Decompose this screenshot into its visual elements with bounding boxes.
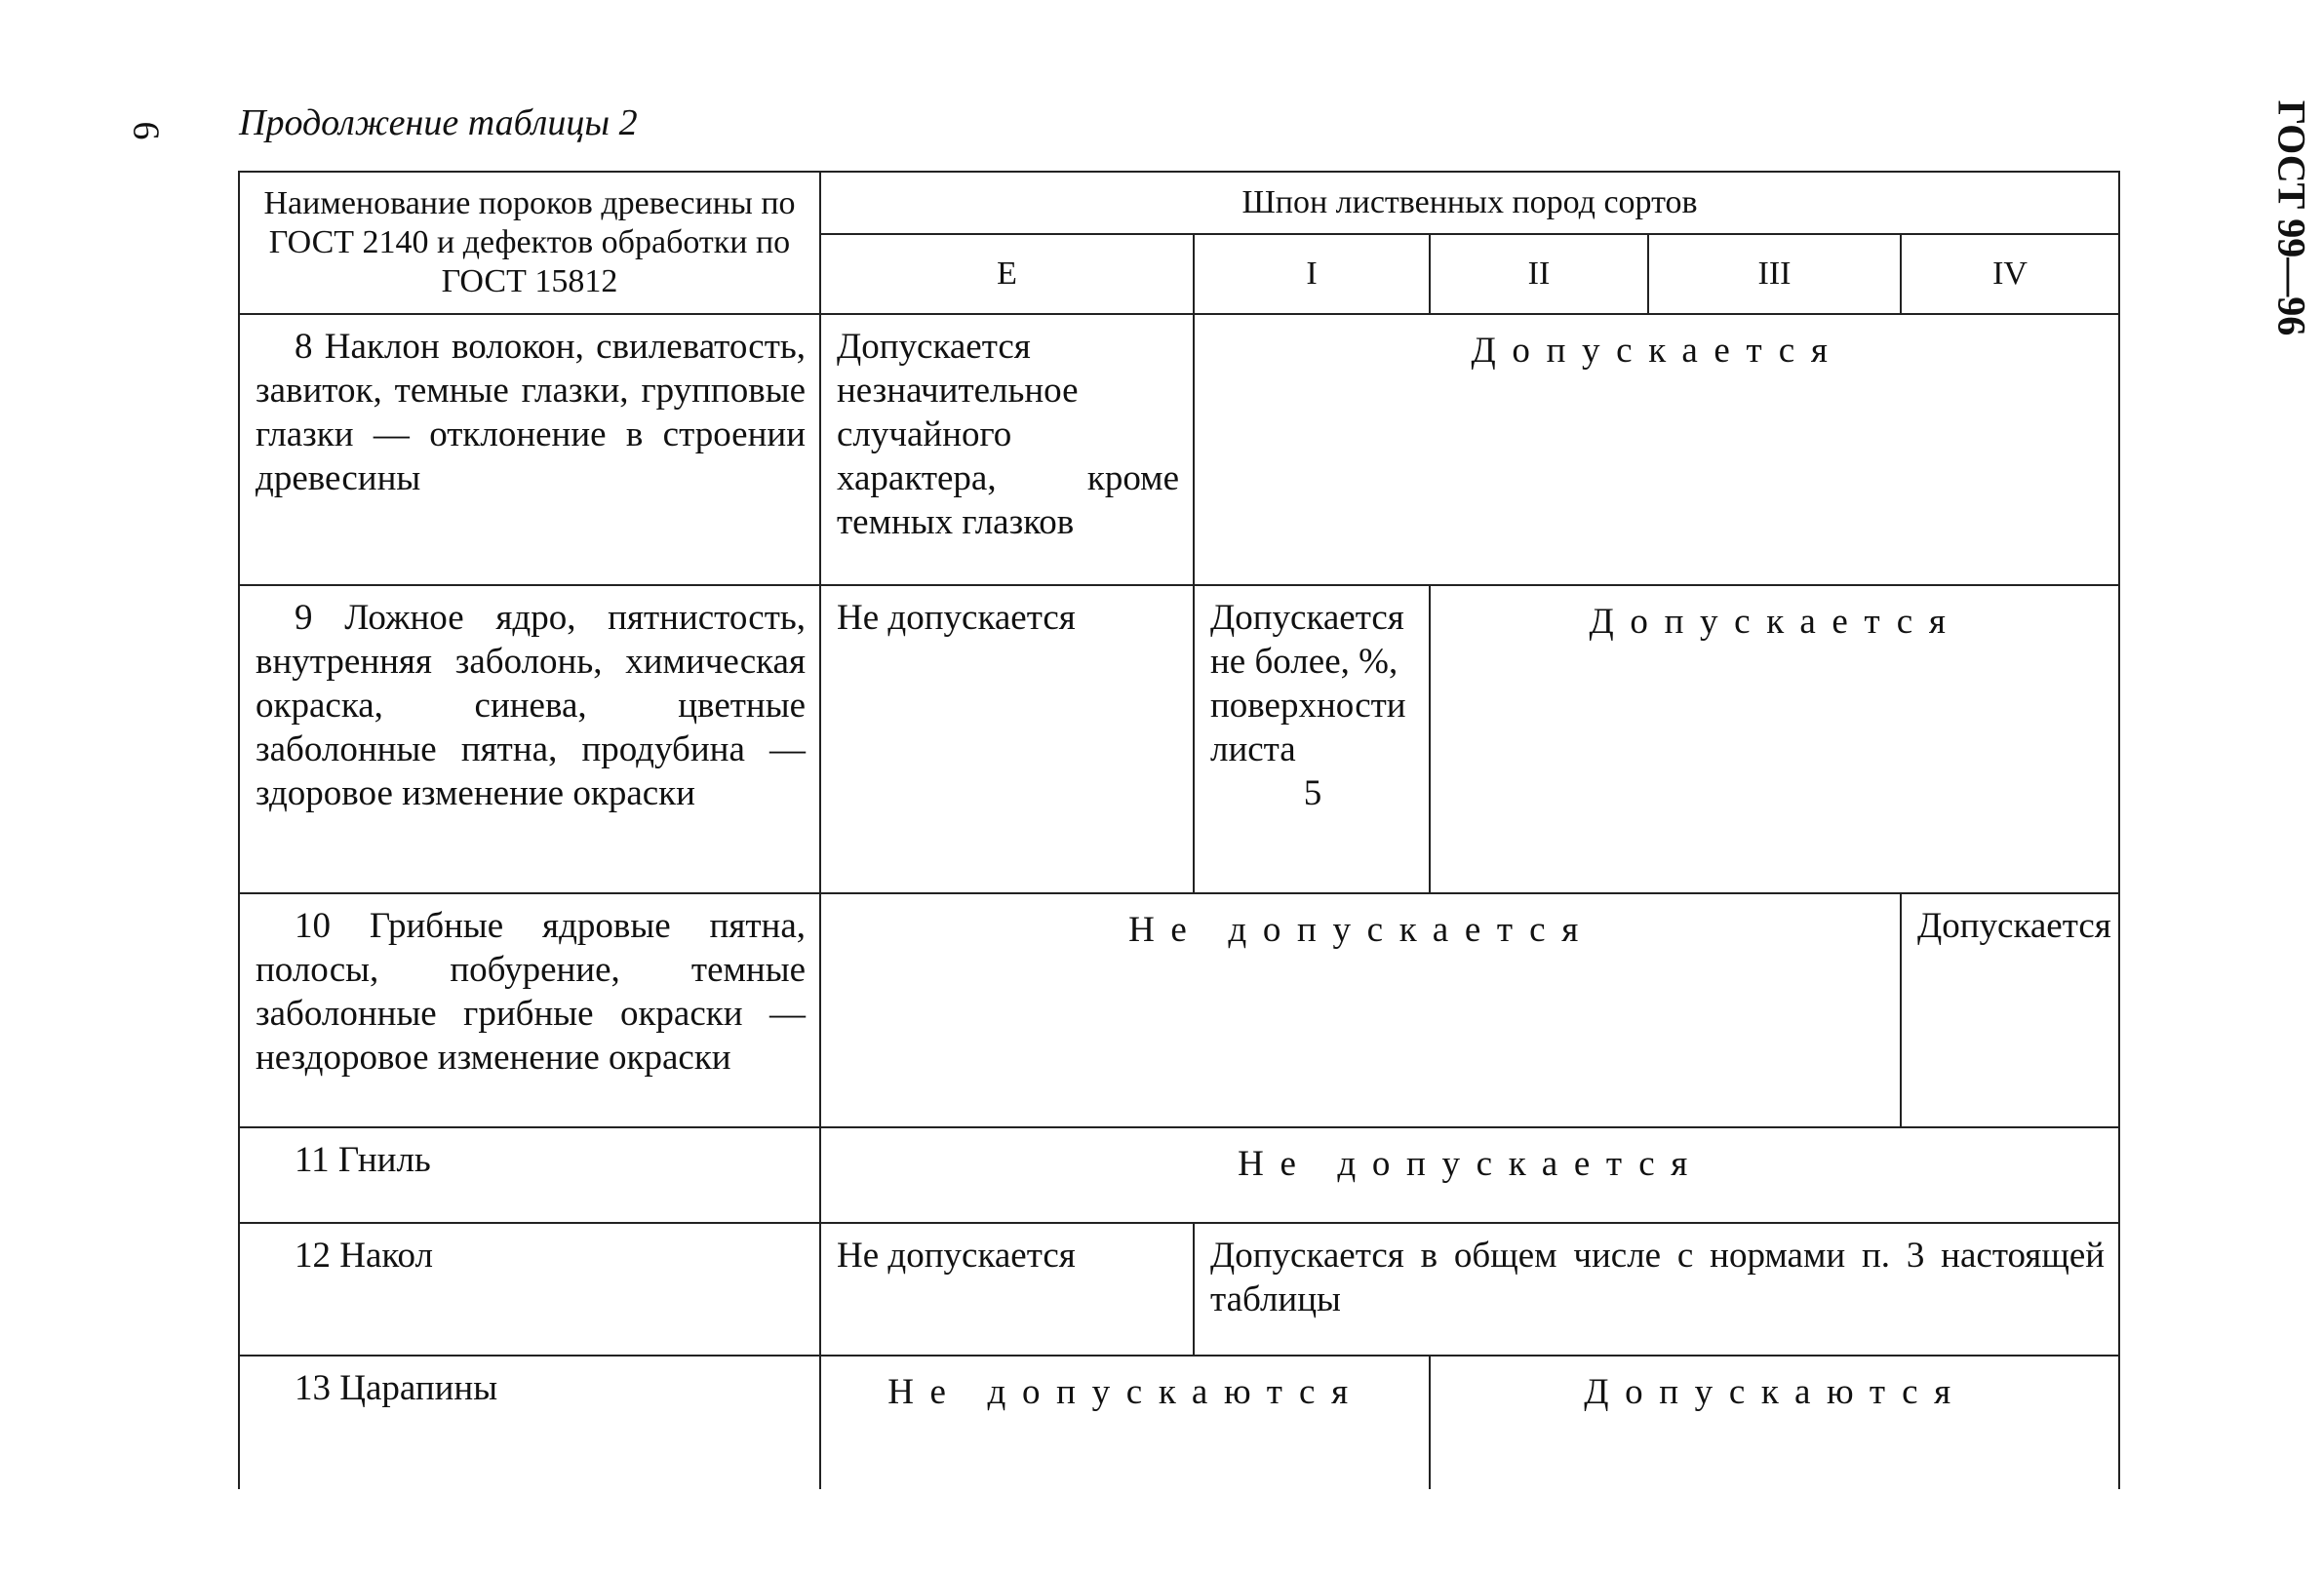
defect-name-cell: 12 Накол	[239, 1223, 820, 1356]
grade-header-iii: III	[1648, 234, 1901, 314]
grade-e-cell: Не допускается	[820, 585, 1194, 893]
grades-i-iv-cell: Допускается в общем числе с нормами п. 3 настоящей таблицы	[1194, 1223, 2119, 1356]
grade-i-cell	[1194, 585, 1430, 893]
grades-ii-iv-cell: Допускаются	[1430, 1356, 2119, 1489]
grades-group-header: Шпон лиственных пород сортов	[820, 172, 2119, 234]
grade-i-text: Допускается не более, %, поверхности листа	[1210, 598, 1406, 769]
grade-header-i: I	[1194, 234, 1430, 314]
table-row	[239, 1223, 2119, 1356]
grade-header-iv: IV	[1901, 234, 2119, 314]
grade-header-ii: II	[1430, 234, 1648, 314]
grade-i-value: 5	[1303, 773, 1322, 813]
table-header-row	[239, 172, 2119, 234]
table-row	[239, 1356, 2119, 1489]
page-number: 6	[125, 121, 167, 140]
defect-name-cell: 10 Грибные ядровые пятна, полосы, побурение, темные заболонные грибные окраски — нездоровое изменение окраски	[239, 893, 820, 1127]
table-row	[239, 314, 2119, 585]
defects-table	[238, 171, 2120, 1489]
grades-ii-iv-cell: Допускается	[1430, 585, 2119, 893]
grade-e-cell: Допускается незначительное случайного характера, кроме темных глазков	[820, 314, 1194, 585]
defect-name-cell: 13 Царапины	[239, 1356, 820, 1489]
grades-e-i-cell: Не допускаются	[820, 1356, 1430, 1489]
grades-i-iv-cell: Допускается	[1194, 314, 2119, 585]
table-row	[239, 893, 2119, 1127]
grade-header-e: Е	[820, 234, 1194, 314]
defect-name-cell: 11 Гниль	[239, 1127, 820, 1223]
defect-name-cell: 9 Ложное ядро, пятнистость, внутренняя заболонь, химическая окраска, синева, цветные заболонные пятна, продубина — здоровое изменение окраски	[239, 585, 820, 893]
defect-name-cell: 8 Наклон волокон, свилеватость, завиток, темные глазки, групповые глазки — отклонение в строении древесины	[239, 314, 820, 585]
document-code-vertical: ГОСТ 99—96	[2269, 99, 2314, 336]
grades-e-iii-cell: Не допускается	[820, 893, 1901, 1127]
grade-iv-cell: Допускается	[1901, 893, 2119, 1127]
all-grades-cell: Не допускается	[820, 1127, 2119, 1223]
grade-e-cell: Не допускается	[820, 1223, 1194, 1356]
table-row	[239, 585, 2119, 893]
defect-column-header: Наименование пороков древесины по ГОСТ 2140 и дефектов обработки по ГОСТ 15812	[239, 172, 820, 314]
continuation-title: Продолжение таблицы 2	[239, 102, 638, 143]
table-row	[239, 1127, 2119, 1223]
